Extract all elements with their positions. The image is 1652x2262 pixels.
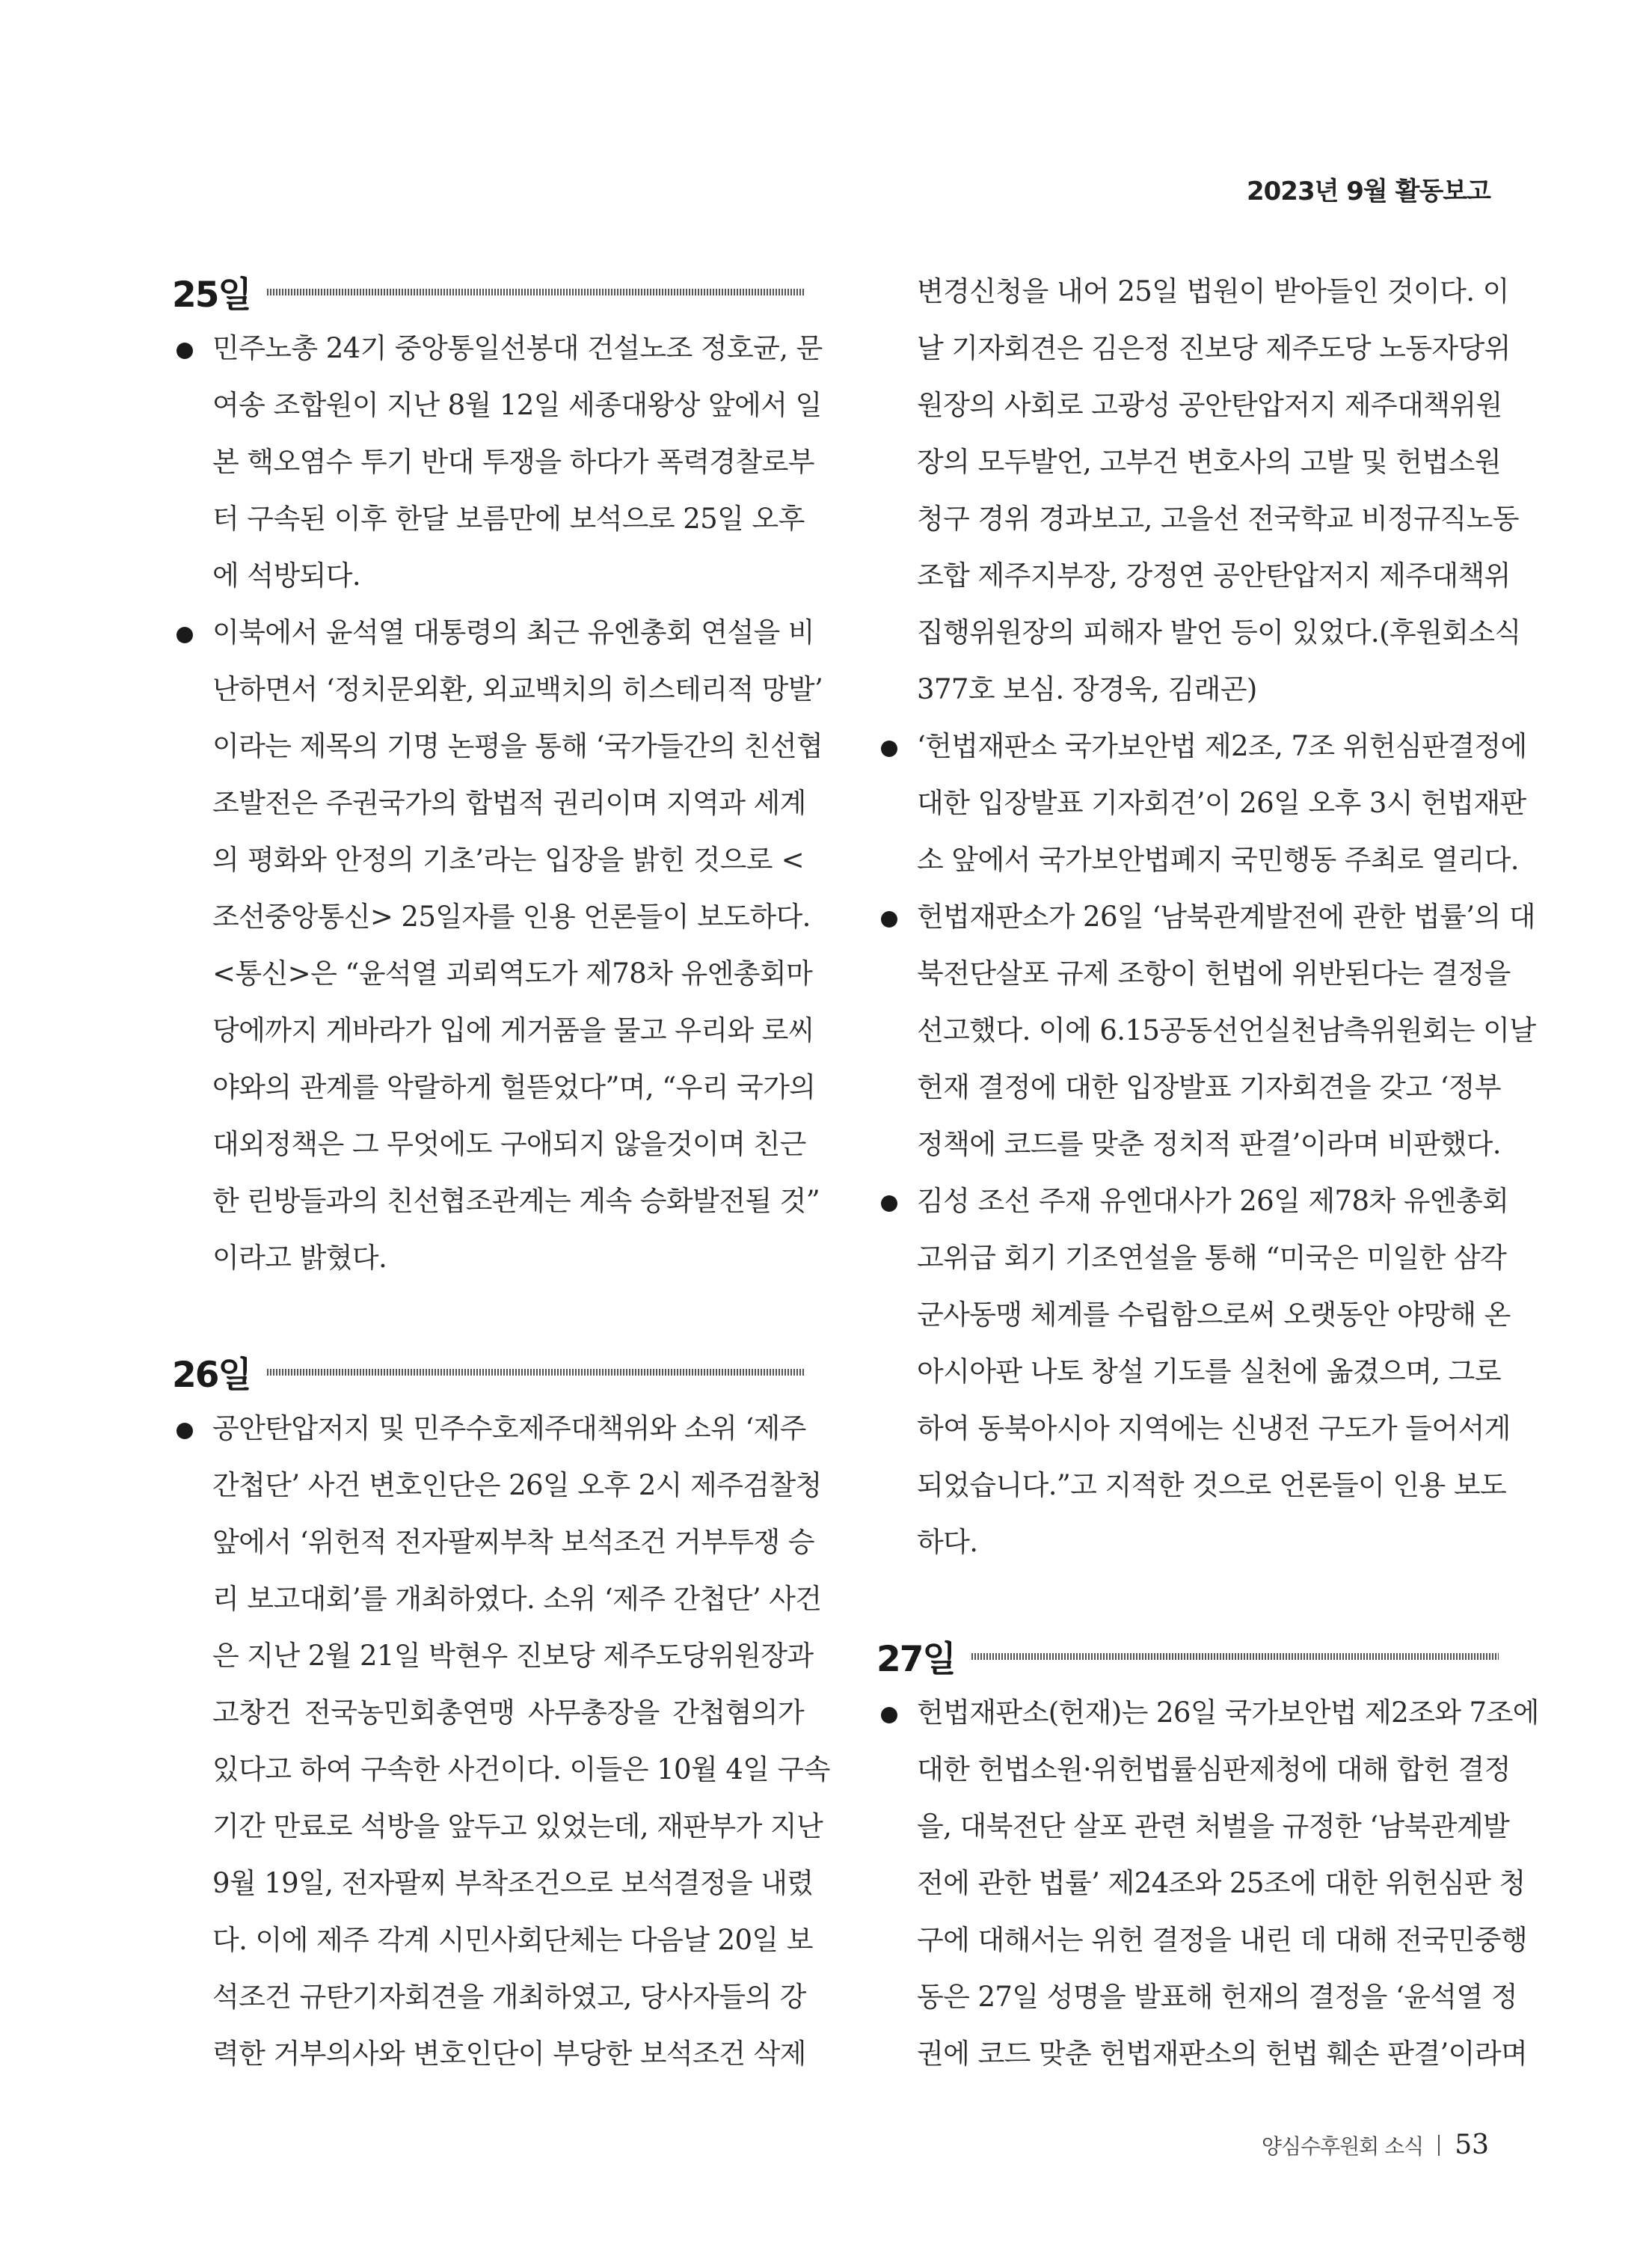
text-line: 기간 만료로 석방을 앞두고 있었는데, 재판부가 지난 <box>212 1810 823 1842</box>
text-line: 고창건 전국농민회총연맹 사무총장을 간첩혐의가 <box>212 1696 804 1729</box>
day-heading-26 <box>172 1343 804 1400</box>
publication-name: 양심수후원회 소식 <box>1261 2133 1424 2159</box>
text-line: 377호 보심. 장경욱, 김래곤) <box>917 673 1257 705</box>
text-line: 대외정책은 그 무엇에도 구애되지 않을것이며 친근 <box>212 1128 806 1160</box>
text-line: 하여 동북아시아 지역에는 신냉전 구도가 들어서게 <box>917 1412 1511 1444</box>
text-line: 집행위원장의 피해자 발언 등이 있었다.(후원회소식 <box>917 616 1521 649</box>
bullet-icon <box>176 343 193 359</box>
text-line: 석조건 규탄기자회견을 개최하였고, 당사자들의 강 <box>212 1981 806 2013</box>
text-line: 당에까지 게바라가 입에 게거품을 물고 우리와 로씨 <box>212 1014 814 1046</box>
page-footer <box>1262 2130 1489 2160</box>
text-line: 리 보고대회’를 개최하였다. 소위 ‘제주 간첩단’ 사건 <box>212 1583 822 1615</box>
day-heading-27 <box>876 1628 1499 1685</box>
text-line: 권에 코드 맞춘 헌법재판소의 헌법 훼손 판결’이라며 <box>917 2038 1528 2070</box>
text-line: 날 기자회견은 김은정 진보당 제주도당 노동자당위 <box>917 332 1511 364</box>
text-line: 은 지난 2월 21일 박현우 진보당 제주도당위원장과 <box>212 1640 814 1672</box>
text-line: 력한 거부의사와 변호인단이 부당한 보석조건 삭제 <box>212 2038 806 2070</box>
bullet-icon <box>176 1423 193 1439</box>
text-line: 헌재 결정에 대한 입장발표 기자회견을 갖고 ‘정부 <box>917 1071 1501 1103</box>
heading-rule <box>971 1653 1499 1660</box>
day26-items <box>172 1400 830 2082</box>
text-line: 조합 제주지부장, 강정연 공안탄압저지 제주대책위 <box>917 560 1511 592</box>
text-line: 전에 관한 법률’ 제24조와 25조에 대한 위헌심판 청 <box>917 1867 1526 1899</box>
day-heading-25 <box>172 263 804 320</box>
bullet-icon <box>881 1707 897 1723</box>
text-line: 이북에서 윤석열 대통령의 최근 유엔총회 연설을 비 <box>212 616 814 649</box>
bullet-item <box>172 604 823 1287</box>
text-line: 대한 헌법소원·위헌법률심판제청에 대해 합헌 결정 <box>917 1753 1511 1786</box>
bullet-icon <box>881 911 897 928</box>
text-line: 김성 조선 주재 유엔대사가 26일 제78차 유엔총회 <box>917 1185 1509 1217</box>
text-line: 앞에서 ‘위헌적 전자팔찌부착 보석조건 거부투쟁 승 <box>212 1526 814 1558</box>
text-line: 다. 이에 제주 각계 시민사회단체는 다음날 20일 보 <box>212 1924 813 1956</box>
text-line: 헌법재판소(헌재)는 26일 국가보안법 제2조와 7조에 <box>917 1696 1539 1729</box>
text-line: 있다고 하여 구속한 사건이다. 이들은 10월 4일 구속 <box>212 1753 830 1786</box>
page-number: 53 <box>1455 2130 1489 2160</box>
text-line: 되었습니다.”고 지적한 것으로 언론들이 인용 보도 <box>917 1469 1507 1501</box>
left-column <box>172 263 830 2082</box>
day26-items-continued <box>876 718 1536 1571</box>
text-line: 선고했다. 이에 6.15공동선언실천남측위원회는 이날 <box>917 1014 1536 1046</box>
text-line: 을, 대북전단 살포 관련 처벌을 규정한 ‘남북관계발 <box>917 1810 1510 1842</box>
text-line: 본 핵오염수 투기 반대 투쟁을 하다가 폭력경찰로부 <box>212 446 814 478</box>
text-line: 민주노총 24기 중앙통일선봉대 건설노조 정호균, 문 <box>212 332 823 364</box>
text-line: 한 린방들과의 친선협조관계는 계속 승화발전될 것” <box>212 1185 820 1217</box>
text-line: 공안탄압저지 및 민주수호제주대책위와 소위 ‘제주 <box>212 1412 806 1444</box>
right-column <box>876 263 1539 2082</box>
footer-divider <box>1438 2135 1440 2156</box>
text-line: 이라고 밝혔다. <box>212 1242 387 1274</box>
text-line: 헌법재판소가 26일 ‘남북관계발전에 관한 법률’의 대 <box>917 901 1535 933</box>
text-line: 조발전은 주권국가의 합법적 권리이며 지역과 세계 <box>212 787 806 819</box>
text-line: 원장의 사회로 고광성 공안탄압저지 제주대책위원 <box>917 389 1502 421</box>
heading-rule <box>267 289 804 295</box>
text-line: ‘헌법재판소 국가보안법 제2조, 7조 위헌심판결정에 <box>917 730 1527 762</box>
continuation-paragraph <box>876 263 1521 718</box>
text-line: 청구 경위 경과보고, 고을선 전국학교 비정규직노동 <box>917 503 1519 535</box>
text-line: 간첩단’ 사건 변호인단은 26일 오후 2시 제주검찰청 <box>212 1469 822 1501</box>
paragraph <box>876 263 1521 718</box>
text-line: 북전단살포 규제 조항이 헌법에 위반된다는 결정을 <box>917 957 1511 990</box>
text-line: 하다. <box>917 1526 978 1558</box>
day27-items <box>876 1685 1539 2082</box>
text-line: 대한 입장발표 기자회견’이 26일 오후 3시 헌법재판 <box>917 787 1526 819</box>
day-label: 27일 <box>876 1638 955 1680</box>
text-line: 군사동맹 체계를 수립함으로써 오랫동안 야망해 온 <box>917 1299 1511 1331</box>
day25-items <box>172 320 823 1287</box>
text-line: 9월 19일, 전자팔찌 부착조건으로 보석결정을 내렸 <box>212 1867 814 1899</box>
bullet-item <box>172 320 823 604</box>
text-line: 여송 조합원이 지난 8월 12일 세종대왕상 앞에서 일 <box>212 389 822 421</box>
bullet-icon <box>881 1195 897 1212</box>
text-line: 동은 27일 성명을 발표해 헌재의 결정을 ‘윤석열 정 <box>917 1981 1517 2013</box>
bullet-item <box>876 1173 1511 1571</box>
text-line: 이라는 제목의 기명 논평을 통해 ‘국가들간의 친선협 <box>212 730 823 762</box>
bullet-item <box>172 1400 830 2082</box>
day-label: 26일 <box>172 1354 251 1396</box>
bullet-icon <box>176 627 193 643</box>
text-line: 아시아판 나토 창설 기도를 실천에 옮겼으며, 그로 <box>917 1355 1501 1388</box>
day-label: 25일 <box>172 274 251 316</box>
text-line: 난하면서 ‘정치문외환, 외교백치의 히스테리적 망발’ <box>212 673 823 705</box>
text-line: 정책에 코드를 맞춘 정치적 판결’이라며 비판했다. <box>917 1128 1501 1160</box>
text-line: 장의 모두발언, 고부건 변호사의 고발 및 헌법소원 <box>917 446 1501 478</box>
bullet-item <box>876 718 1527 889</box>
text-line: 구에 대해서는 위헌 결정을 내린 데 대해 전국민중행 <box>917 1924 1528 1956</box>
bullet-icon <box>881 741 897 757</box>
text-line: 소 앞에서 국가보안법폐지 국민행동 주최로 열리다. <box>917 844 1519 876</box>
bullet-item <box>876 1685 1539 2082</box>
text-line: 변경신청을 내어 25일 법원이 받아들인 것이다. 이 <box>917 275 1509 307</box>
text-line: 고위급 회기 기조연설을 통해 “미국은 미일한 삼각 <box>917 1242 1507 1274</box>
text-line: <통신>은 “윤석열 괴뢰역도가 제78차 유엔총회마 <box>212 957 813 990</box>
text-line: 의 평화와 안정의 기초’라는 입장을 밝힌 것으로 < <box>212 844 804 876</box>
text-line: 에 석방되다. <box>212 560 361 592</box>
heading-rule <box>267 1369 804 1376</box>
text-line: 터 구속된 이후 한달 보름만에 보석으로 25일 오후 <box>212 503 805 535</box>
bullet-item <box>876 889 1536 1173</box>
report-title: 2023년 9월 활동보고 <box>1246 177 1490 206</box>
text-line: 조선중앙통신> 25일자를 인용 언론들이 보도하다. <box>212 901 811 933</box>
text-line: 야와의 관계를 악랄하게 헐뜯었다”며, “우리 국가의 <box>212 1071 816 1103</box>
